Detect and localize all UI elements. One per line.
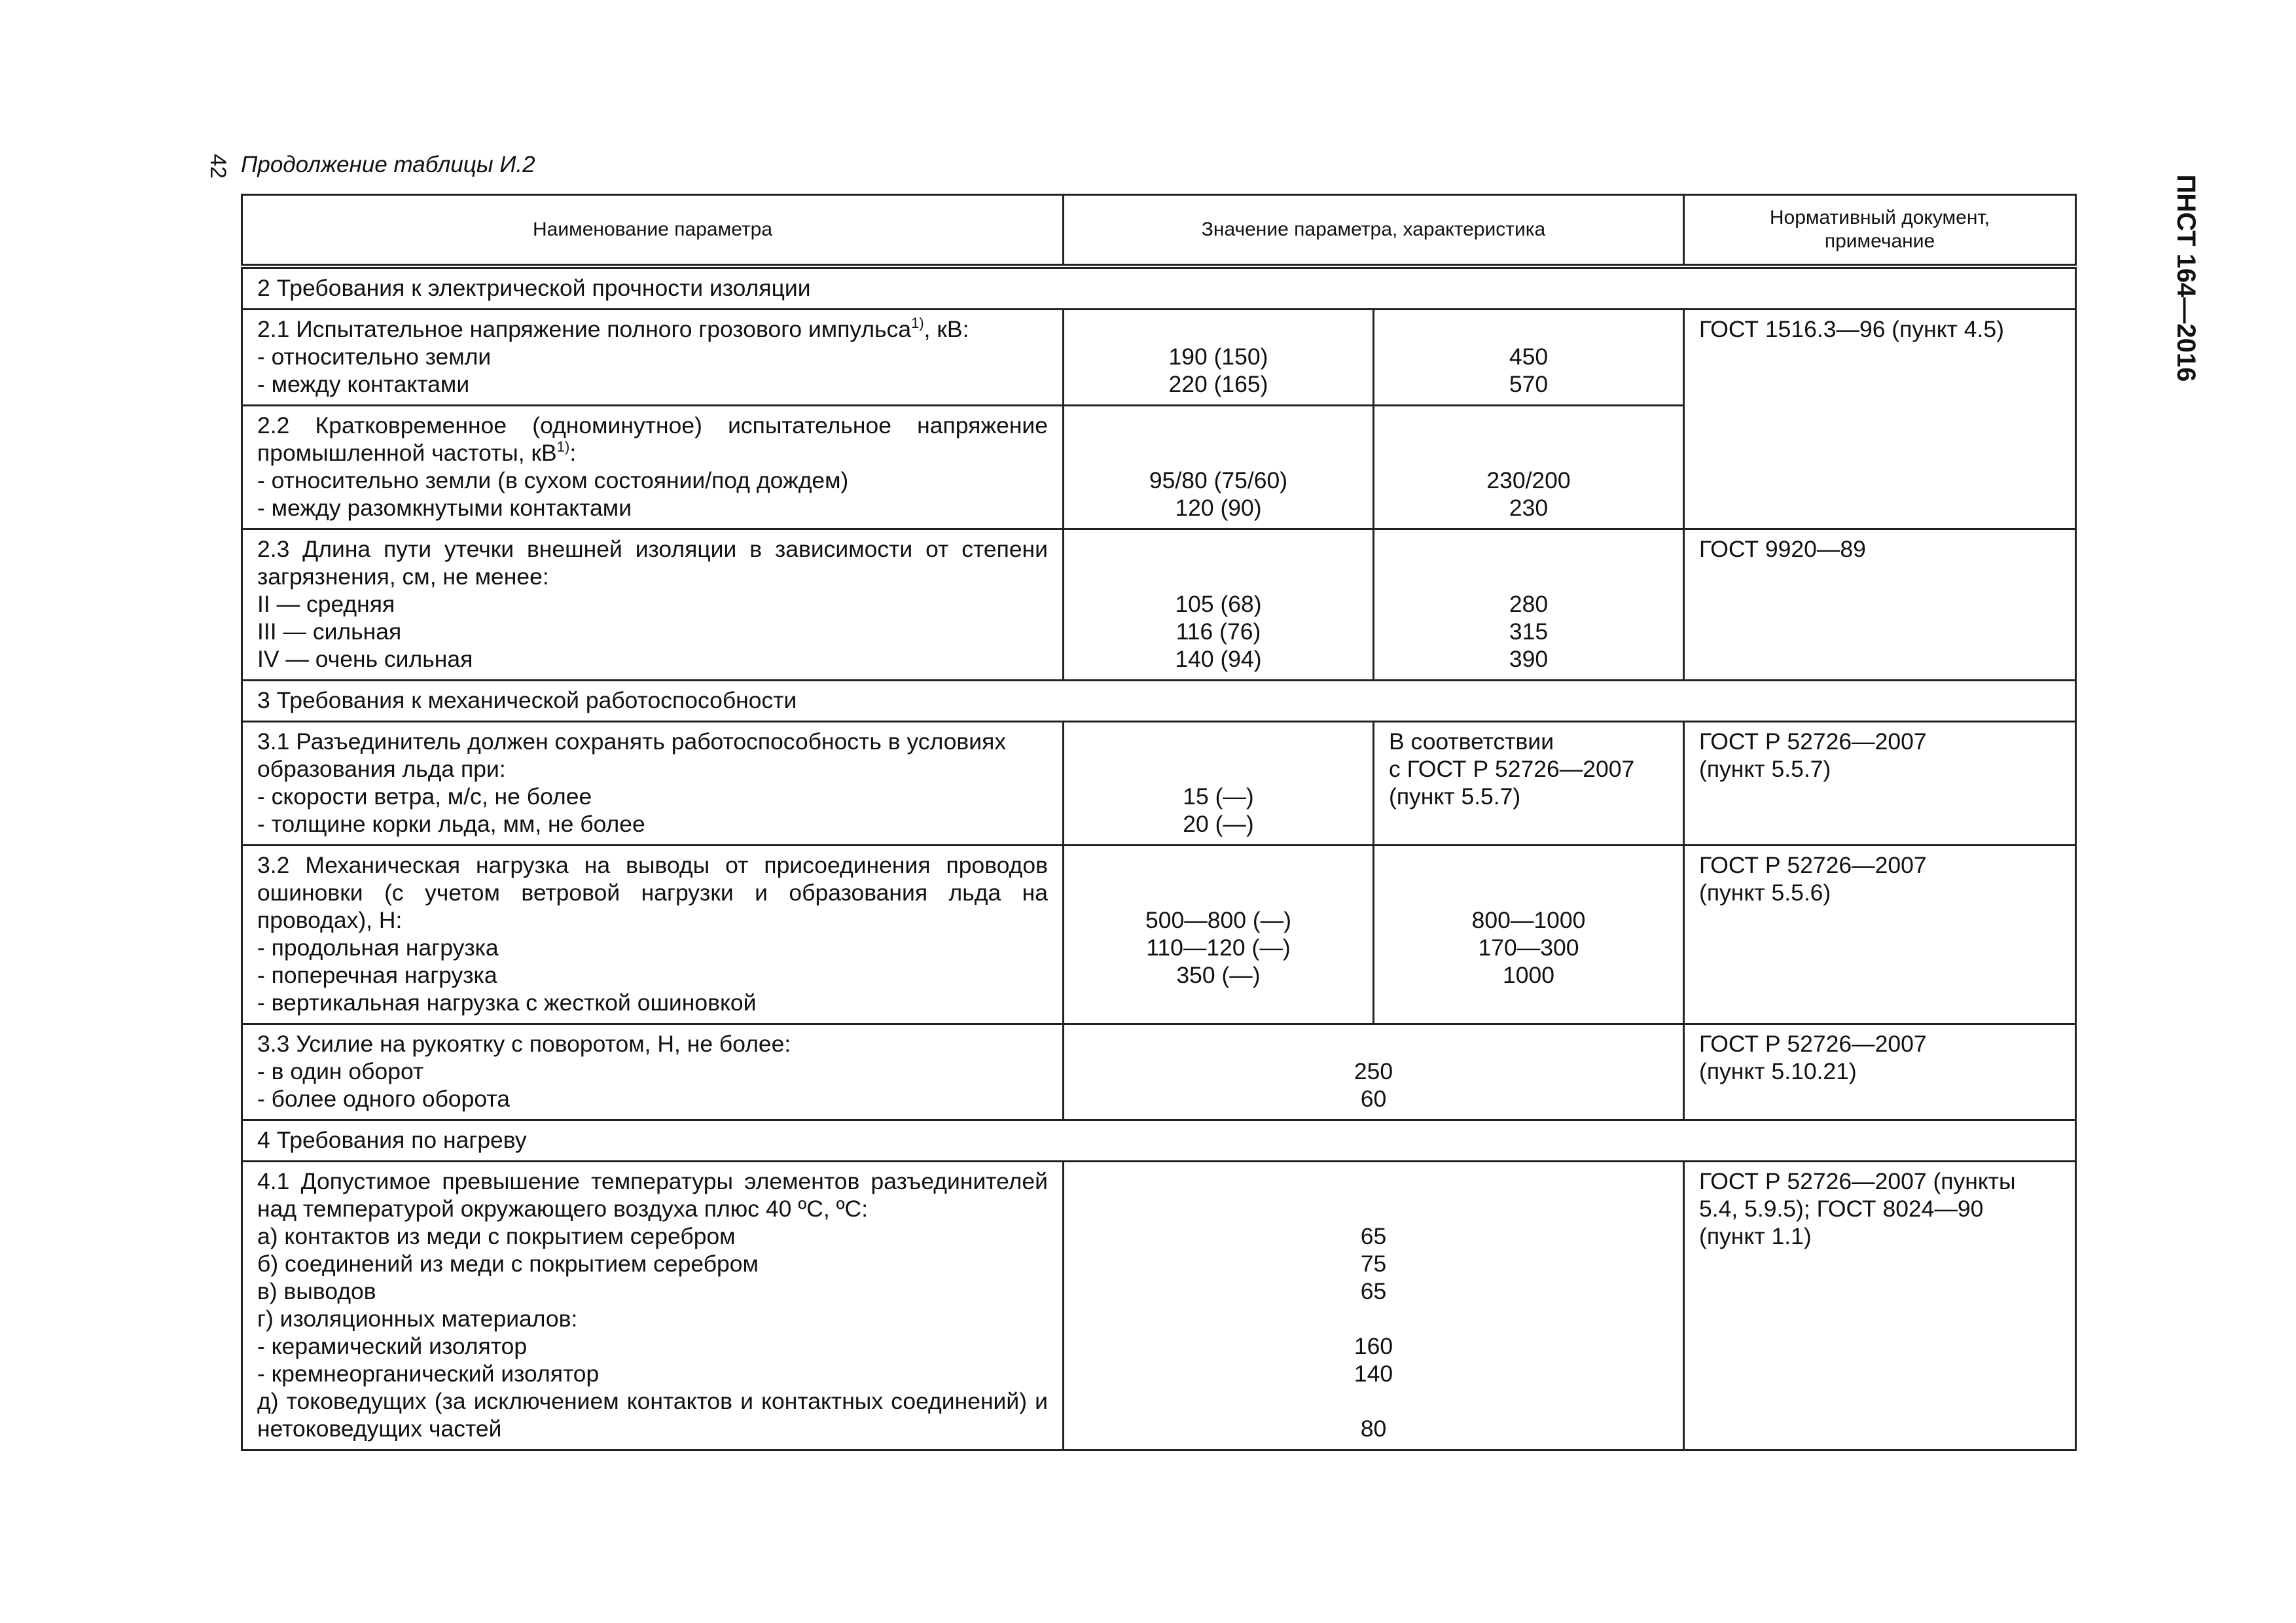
table-row [242,1162,2076,1450]
value-cell: 230/200 230 [1374,406,1684,529]
section-row [242,266,2076,310]
header-parameter-value: Значение параметра, характеристика [1064,195,1684,267]
parameter-name-cell: 3.3 Усилие на рукоятку с поворотом, Н, не более: - в один оборот - более одного оборота [242,1024,1064,1120]
value-cell: 95/80 (75/60) 120 (90) [1064,406,1374,529]
parameter-name-cell: 4.1 Допустимое превышение температуры элементов разъединителей над температурой окружающего воздуха плюс 40 ºС, ºС: а) контактов из меди с покрытием серебром б) соединений из меди с покрытием серебром в) выводов г) изоляционных материалов: - керамический изолятор - кремнеорганический изолятор д) токоведущих (за исключением контактов и контактных соединений) и нетоковедущих частей [242,1162,1064,1450]
section-row [242,681,2076,722]
value-cell: В соответствии с ГОСТ Р 52726—2007 (пункт 5.5.7) [1374,722,1684,846]
value-cell: 250 60 [1064,1024,1684,1120]
parameter-name-cell: 3.1 Разъединитель должен сохранять работоспособность в условиях образования льда при: - скорости ветра, м/с, не более - толщине корки льда, мм, не более [242,722,1064,846]
table-row [242,1024,2076,1120]
normative-document-cell: ГОСТ 9920—89 [1684,529,2076,681]
value-cell: 190 (150) 220 (165) [1064,310,1374,406]
normative-document-cell: ГОСТ Р 52726—2007 (пункт 5.10.21) [1684,1024,2076,1120]
table-caption: Продолжение таблицы И.2 [241,152,535,177]
page-number: 42 [206,154,230,179]
section-title: 4 Требования по нагреву [242,1120,2076,1162]
parameter-name-cell: 2.3 Длина пути утечки внешней изоляции в зависимости от степени загрязнения, см, не менее: II — средняя III — сильная IV — очень сильная [242,529,1064,681]
table-header-row [242,195,2076,267]
value-cell: 105 (68) 116 (76) 140 (94) [1064,529,1374,681]
table-row [242,846,2076,1024]
value-cell: 15 (—) 20 (—) [1064,722,1374,846]
value-cell: 65 75 65 160 140 80 [1064,1162,1684,1450]
section-row [242,1120,2076,1162]
header-parameter-name: Наименование параметра [242,195,1064,267]
parameters-table [241,194,2077,1451]
parameter-name-cell: 2.2 Кратковременное (одноминутное) испытательное напряжение промышленной частоты, $кВ^{1)}$: - относительно земли (в сухом состоянии/под дождем) - между разомкнутыми контактами [242,406,1064,529]
normative-document-cell: ГОСТ Р 52726—2007 (пункт 5.5.6) [1684,846,2076,1024]
parameter-name-cell: 2.1 Испытательное напряжение полного грозового импульса$^{1)}$, кВ: - относительно земли - между контактами [242,310,1064,406]
normative-document-cell: ГОСТ Р 52726—2007 (пункт 5.5.7) [1684,722,2076,846]
section-title: 2 Требования к электрической прочности изоляции [242,266,2076,310]
table-row [242,722,2076,846]
table-row [242,529,2076,681]
normative-document-cell: ГОСТ 1516.3—96 (пункт 4.5) [1684,310,2076,529]
value-cell: 500—800 (—) 110—120 (—) 350 (—) [1064,846,1374,1024]
parameter-name-cell: 3.2 Механическая нагрузка на выводы от присоединения проводов ошиновки (с учетом ветровой нагрузки и образования льда на проводах), Н: - продольная нагрузка - поперечная нагрузка - вертикальная нагрузка с жесткой ошиновкой [242,846,1064,1024]
table-row [242,310,2076,406]
section-title: 3 Требования к механической работоспособности [242,681,2076,722]
document-id: ПНСТ 164—2016 [2172,174,2200,382]
header-normative-document: Нормативный документ, примечание [1684,195,2076,267]
value-cell: 800—1000 170—300 1000 [1374,846,1684,1024]
value-cell: 280 315 390 [1374,529,1684,681]
value-cell: 450 570 [1374,310,1684,406]
normative-document-cell: ГОСТ Р 52726—2007 (пункты 5.4, 5.9.5); ГОСТ 8024—90 (пункт 1.1) [1684,1162,2076,1450]
